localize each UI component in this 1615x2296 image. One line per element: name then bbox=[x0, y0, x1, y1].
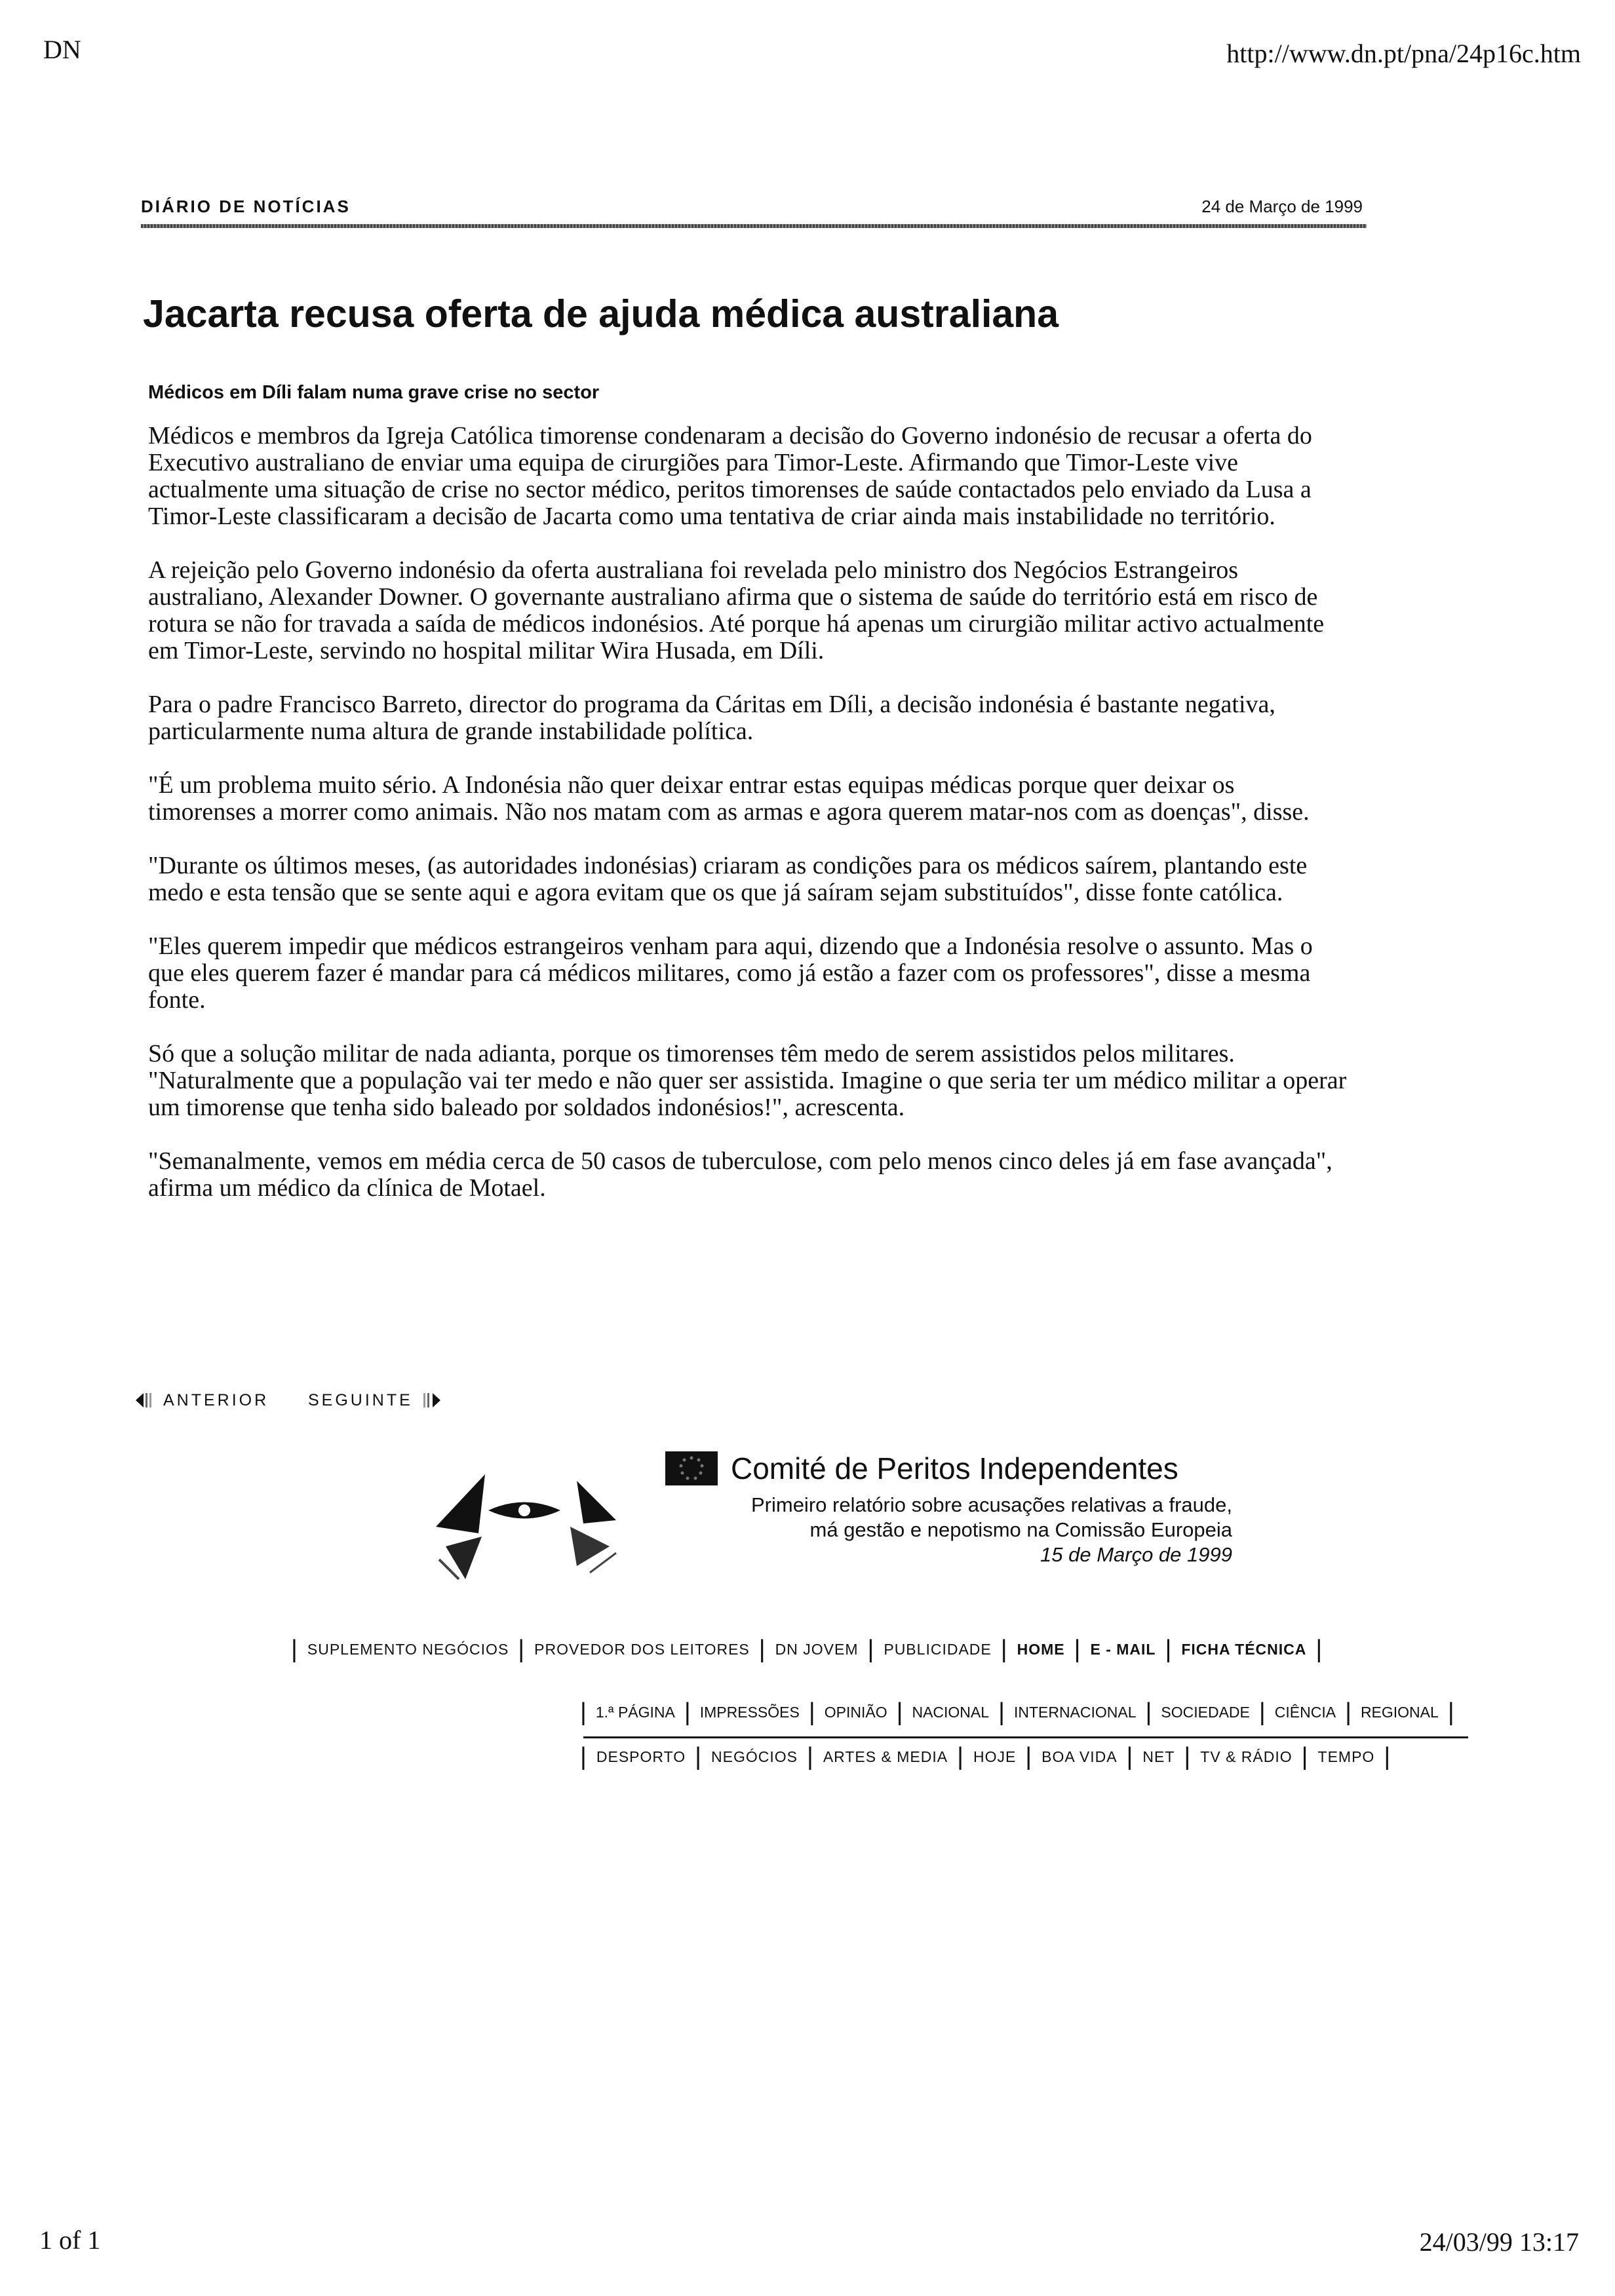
link-regional[interactable]: REGIONAL bbox=[1360, 1704, 1439, 1721]
article-paragraph: "Semanalmente, vemos em média cerca de 50 casos de tuberculose, com pelo menos cinco deles já em fase avançada", afirma um médico da clínica de Motael. bbox=[148, 1147, 1333, 1202]
ad-date: 15 de Março de 1999 bbox=[1040, 1543, 1232, 1566]
link-tv-radio[interactable]: TV & RÁDIO bbox=[1200, 1748, 1293, 1765]
link-suplemento-negocios[interactable]: SUPLEMENTO NEGÓCIOS bbox=[307, 1641, 509, 1658]
link-desporto[interactable]: DESPORTO bbox=[596, 1748, 686, 1765]
link-provedor-dos-leitores[interactable]: PROVEDOR DOS LEITORES bbox=[534, 1641, 750, 1658]
next-arrow-icon bbox=[419, 1389, 442, 1411]
link-net[interactable]: NET bbox=[1142, 1748, 1175, 1765]
link-dn-jovem[interactable]: DN JOVEM bbox=[775, 1641, 859, 1658]
next-link[interactable] bbox=[308, 1389, 442, 1411]
link-tempo[interactable]: TEMPO bbox=[1317, 1748, 1375, 1765]
link-email[interactable]: E - MAIL bbox=[1090, 1641, 1156, 1658]
article-paragraph: Só que a solução militar de nada adianta, porque os timorenses têm medo de serem assistidos pelos militares. "Naturalmente que a população vai ter medo e não quer ser assistida. Imagine o que seria ter um médico militar a operar um timorense que tenha sido baleado por soldados indonésios!", acrescenta. bbox=[148, 1040, 1347, 1121]
ad-title: Comité de Peritos Independentes bbox=[731, 1451, 1178, 1485]
link-opiniao[interactable]: OPINIÃO bbox=[824, 1704, 887, 1721]
article-body bbox=[148, 423, 1348, 1229]
footer-linkbar-2: | 1.ª PÁGINA | IMPRESSÕES | OPINIÃO | NACIONAL | INTERNACIONAL | SOCIEDADE | CIÊNCIA | REGIONAL | bbox=[580, 1698, 1454, 1726]
link-primeira-pagina[interactable]: 1.ª PÁGINA bbox=[595, 1704, 675, 1721]
previous-label[interactable]: ANTERIOR bbox=[163, 1390, 269, 1409]
link-sociedade[interactable]: SOCIEDADE bbox=[1161, 1704, 1250, 1721]
eu-flag-icon bbox=[665, 1451, 718, 1485]
link-impressoes[interactable]: IMPRESSÕES bbox=[699, 1704, 800, 1721]
link-artes-media[interactable]: ARTES & MEDIA bbox=[823, 1748, 948, 1765]
print-footer-timestamp: 24/03/99 13:17 bbox=[1419, 2227, 1579, 2257]
masthead-rule bbox=[141, 224, 1367, 228]
masthead-title[interactable]: DIÁRIO DE NOTÍCIAS bbox=[141, 197, 351, 216]
link-internacional[interactable]: INTERNACIONAL bbox=[1013, 1704, 1137, 1721]
link-hoje[interactable]: HOJE bbox=[973, 1748, 1017, 1765]
ad-banner[interactable] bbox=[413, 1442, 1232, 1592]
link-publicidade[interactable]: PUBLICIDADE bbox=[884, 1641, 992, 1658]
footer-linkbar-1: | SUPLEMENTO NEGÓCIOS | PROVEDOR DOS LEITORES | DN JOVEM | PUBLICIDADE | HOME | E - MAIL | FICHA TÉCNICA | bbox=[291, 1636, 1323, 1663]
footer-divider bbox=[583, 1736, 1468, 1738]
print-header-left: DN bbox=[43, 35, 81, 64]
link-boa-vida[interactable]: BOA VIDA bbox=[1041, 1748, 1118, 1765]
scale-of-justice-icon bbox=[419, 1448, 636, 1586]
link-ciencia[interactable]: CIÊNCIA bbox=[1274, 1704, 1336, 1721]
ad-line-1: Primeiro relatório sobre acusações relativas a fraude, bbox=[750, 1493, 1232, 1516]
previous-arrow-icon bbox=[134, 1389, 157, 1411]
article-headline: Jacarta recusa oferta de ajuda médica australiana bbox=[143, 292, 1059, 335]
article-paragraph: Para o padre Francisco Barreto, director do programa da Cáritas em Díli, a decisão indonésia é bastante negativa, particularmente numa altura de grande instabilidade política. bbox=[148, 691, 1275, 745]
print-footer-page: 1 of 1 bbox=[39, 2225, 101, 2255]
footer-linkbar-3: | DESPORTO | NEGÓCIOS | ARTES & MEDIA | HOJE | BOA VIDA | NET | TV & RÁDIO | TEMPO | bbox=[580, 1743, 1391, 1770]
link-home[interactable]: HOME bbox=[1017, 1641, 1065, 1658]
article-paragraph: A rejeição pelo Governo indonésio da oferta australiana foi revelada pelo ministro dos Negócios Estrangeiros australiano, Alexander Downer. O governante australiano afirma que o sistema de saúde do território está em risco de rotura se não for travada a saída de médicos indonésios. Até porque há apenas um cirurgião militar activo actualmente em Timor-Leste, servindo no hospital militar Wira Husada, em Díli. bbox=[148, 556, 1325, 664]
ad-line-2: má gestão e nepotismo na Comissão Europeia bbox=[809, 1518, 1232, 1541]
link-ficha-tecnica[interactable]: FICHA TÉCNICA bbox=[1181, 1641, 1307, 1658]
article-paragraph: "É um problema muito sério. A Indonésia não quer deixar entrar estas equipas médicas porque quer deixar os timorenses a morrer como animais. Não nos matam com as armas e agora querem matar-nos com as doenças", disse. bbox=[148, 771, 1310, 826]
next-label[interactable]: SEGUINTE bbox=[308, 1390, 413, 1409]
previous-link[interactable] bbox=[134, 1389, 269, 1411]
article-paragraph: "Durante os últimos meses, (as autoridades indonésias) criaram as condições para os médicos saírem, plantando este medo e esta tensão que se sente aqui e agora evitam que os que já saíram sejam substituídos", disse fonte católica. bbox=[148, 852, 1308, 906]
article-paragraph: "Eles querem impedir que médicos estrangeiros venham para aqui, dizendo que a Indonésia resolve o assunto. Mas o que eles querem fazer é mandar para cá médicos militares, como já estão a fazer com os professores", disse a mesma fonte. bbox=[148, 932, 1313, 1014]
link-negocios[interactable]: NEGÓCIOS bbox=[711, 1748, 798, 1765]
article-paragraph: Médicos e membros da Igreja Católica timorense condenaram a decisão do Governo indonésio de recusar a oferta do Executivo australiano de enviar uma equipa de cirurgiões para Timor-Leste. Afirmando que Timor-Leste vive actualmente uma situação de crise no sector médico, peritos timorenses de saúde contactados pelo enviado da Lusa a Timor-Leste classificaram a decisão de Jacarta como uma tentativa de criar ainda mais instabilidade no território. bbox=[148, 422, 1312, 530]
print-header-url: http://www.dn.pt/pna/24p16c.htm bbox=[1226, 39, 1581, 68]
publication-date: 24 de Março de 1999 bbox=[1201, 197, 1363, 216]
article-subhead: Médicos em Díli falam numa grave crise no sector bbox=[148, 382, 600, 403]
link-nacional[interactable]: NACIONAL bbox=[912, 1704, 990, 1721]
